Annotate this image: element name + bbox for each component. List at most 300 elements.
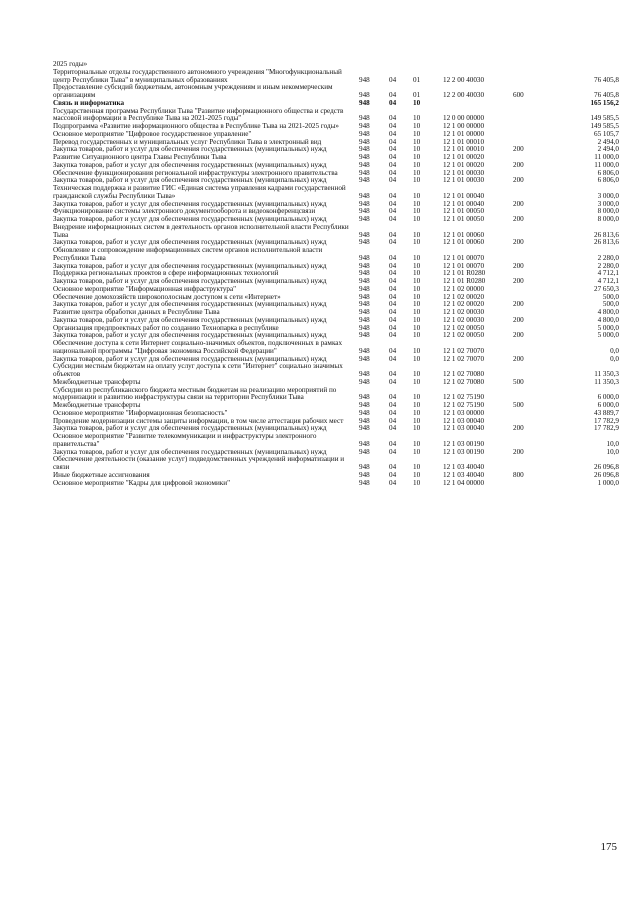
amount: 1 000,0 xyxy=(597,478,619,487)
expense-type-code: 200 xyxy=(513,145,524,154)
expense-type-code xyxy=(513,224,545,240)
subsection-code: 10 xyxy=(413,447,421,456)
target-article-code: 12 1 02 70070 xyxy=(443,346,485,355)
ministry-code: 948 xyxy=(359,416,370,425)
subsection-code: 10 xyxy=(413,176,421,185)
section-code: 04 xyxy=(389,377,397,386)
table-row xyxy=(53,387,621,403)
subsection-code: 10 xyxy=(413,393,421,402)
subsection-code: 10 xyxy=(413,284,421,293)
line-item-name: Обеспечение доступа к сети Интернет социально-значимых объектов, подключенных в рамках национальной программы "Цифровая экономика Российской Федерации" xyxy=(53,339,343,355)
ministry-code: 948 xyxy=(359,292,370,301)
subsection-code: 10 xyxy=(413,408,421,417)
subsection-code: 10 xyxy=(413,470,421,479)
section-code: 04 xyxy=(389,230,397,239)
subsection-code: 10 xyxy=(413,207,421,216)
expense-type-code xyxy=(513,108,545,124)
amount: 4 712,1 xyxy=(597,269,619,278)
table-row xyxy=(53,247,621,263)
expense-type-code xyxy=(513,185,545,201)
ministry-code: 948 xyxy=(359,114,370,123)
line-item-name: Закупка товаров, работ и услуг для обеспечения государственных (муниципальных) нужд xyxy=(53,199,327,208)
ministry-code: 948 xyxy=(359,168,370,177)
subsection-code: 10 xyxy=(413,137,421,146)
expense-type-code xyxy=(513,387,545,403)
line-item-name: Основное мероприятие "Информационная инфраструктура" xyxy=(53,284,237,293)
amount: 6 806,0 xyxy=(597,168,619,177)
ministry-code: 948 xyxy=(359,269,370,278)
target-article-code: 12 2 00 40030 xyxy=(443,75,485,84)
amount: 6 000,0 xyxy=(597,401,619,409)
amount: 76 405,8 xyxy=(594,91,619,99)
table-row xyxy=(53,185,621,201)
subsection-code: 10 xyxy=(413,323,421,332)
ministry-code: 948 xyxy=(359,401,370,409)
ministry-code: 948 xyxy=(359,230,370,239)
section-code: 04 xyxy=(389,393,397,402)
amount: 10,0 xyxy=(606,439,619,448)
ministry-code: 948 xyxy=(359,370,370,378)
line-item-name: Основное мероприятие "Кадры для цифровой экономики" xyxy=(53,478,231,487)
line-item-name: Поддержка региональных проектов в сфере информационных технологий xyxy=(53,269,279,278)
amount: 17 782,9 xyxy=(594,416,619,425)
line-item-name: Функционирование системы электронного документооборота и видеоконференцсвязи xyxy=(53,207,316,216)
table-row xyxy=(53,340,621,356)
expense-type-code: 200 xyxy=(513,447,524,456)
section-code: 04 xyxy=(389,323,397,332)
section-code: 04 xyxy=(389,416,397,425)
ministry-code: 948 xyxy=(359,377,370,386)
expense-type-code xyxy=(513,456,545,472)
target-article-code: 12 1 01 00040 xyxy=(443,191,485,200)
expense-type-code xyxy=(513,340,545,356)
expense-type-code xyxy=(513,69,545,85)
expense-type-code xyxy=(513,286,545,294)
section-code: 04 xyxy=(389,478,397,487)
section-code: 04 xyxy=(389,137,397,146)
subsection-code: 10 xyxy=(413,269,421,278)
amount xyxy=(545,61,621,69)
ministry-code: 948 xyxy=(359,323,370,332)
target-article-code: 12 1 02 70080 xyxy=(443,377,485,386)
target-article-code: 12 1 01 00050 xyxy=(443,215,485,223)
subsection-code: 10 xyxy=(413,98,421,107)
amount: 11 000,0 xyxy=(594,153,619,161)
amount: 17 782,9 xyxy=(594,424,619,433)
budget-table xyxy=(53,61,621,487)
ministry-code: 948 xyxy=(359,137,370,146)
expense-type-code: 600 xyxy=(513,91,524,99)
section-code: 04 xyxy=(389,191,397,200)
table-row xyxy=(53,433,621,449)
ministry-code: 948 xyxy=(359,261,370,270)
line-item-name: Обеспечение домохозяйств широкополосным доступом к сети «Интернет» xyxy=(53,292,281,301)
amount: 26 096,8 xyxy=(594,463,619,471)
ministry-code: 948 xyxy=(359,191,370,200)
line-item-name: Закупка товаров, работ и услуг для обеспечения государственных (муниципальных) нужд xyxy=(53,160,327,169)
table-row xyxy=(53,224,621,240)
line-item-name: Связь и информатика xyxy=(53,98,125,107)
subsection-code: 01 xyxy=(413,91,421,99)
expense-type-code xyxy=(513,123,545,131)
ministry-code: 948 xyxy=(359,300,370,309)
section-code: 04 xyxy=(389,160,397,169)
subsection-code: 10 xyxy=(413,199,421,208)
line-item-name: Перевод государственных и муниципальных услуг Республики Тыва в электронный вид xyxy=(53,137,322,146)
target-article-code: 12 1 02 70070 xyxy=(443,354,485,363)
expense-type-code: 200 xyxy=(513,300,524,309)
ministry-code: 948 xyxy=(359,253,370,262)
ministry-code: 948 xyxy=(359,75,370,84)
ministry-code: 948 xyxy=(359,424,370,433)
amount: 5 000,0 xyxy=(597,331,619,340)
target-article-code: 12 1 04 00000 xyxy=(443,478,485,487)
line-item-name: Закупка товаров, работ и услуг для обеспечения государственных (муниципальных) нужд xyxy=(53,145,327,154)
line-item-name: Организация предпроектных работ по созданию Технопарка в республике xyxy=(53,323,279,332)
expense-type-code: 200 xyxy=(513,199,524,208)
line-item-name: Закупка товаров, работ и услуг для обеспечения государственных (муниципальных) нужд xyxy=(53,277,327,285)
expense-type-code: 800 xyxy=(513,470,524,479)
amount: 43 889,7 xyxy=(594,408,619,417)
table-row xyxy=(53,363,621,379)
line-item-name: Развитие Ситуационного центра Главы Республики Тыва xyxy=(53,153,227,161)
target-article-code: 12 1 03 00190 xyxy=(443,439,485,448)
section-code: 04 xyxy=(389,207,397,216)
target-article-code: 12 1 03 00040 xyxy=(443,416,485,425)
subsection-code: 10 xyxy=(413,346,421,355)
expense-type-code: 200 xyxy=(513,315,524,324)
subsection-code: 10 xyxy=(413,308,421,316)
subsection-code: 10 xyxy=(413,261,421,270)
line-item-name: Закупка товаров, работ и услуг для обеспечения государственных (муниципальных) нужд xyxy=(53,354,327,363)
budget-table-body xyxy=(53,61,621,487)
amount: 500,0 xyxy=(602,300,619,309)
ministry-code: 948 xyxy=(359,207,370,216)
amount: 26 096,8 xyxy=(594,470,619,479)
target-article-code: 12 1 01 00040 xyxy=(443,199,485,208)
ministry-code: 948 xyxy=(359,308,370,316)
target-article-code: 12 1 01 R0280 xyxy=(443,277,486,285)
section-code: 04 xyxy=(389,300,397,309)
ministry-code: 948 xyxy=(359,408,370,417)
section-code: 04 xyxy=(389,238,397,247)
target-article-code: 12 1 03 00000 xyxy=(443,408,485,417)
expense-type-code: 200 xyxy=(513,354,524,363)
subsection-code: 10 xyxy=(413,277,421,285)
amount: 0,0 xyxy=(610,346,619,355)
amount: 8 000,0 xyxy=(597,207,619,216)
section-code: 04 xyxy=(389,370,397,378)
line-item-name: Закупка товаров, работ и услуг для обеспечения государственных (муниципальных) нужд xyxy=(53,261,327,270)
amount: 11 350,3 xyxy=(594,377,619,386)
amount: 6 806,0 xyxy=(597,176,619,185)
table-row xyxy=(53,456,621,472)
subsection-code: 10 xyxy=(413,114,421,123)
ministry-code: 948 xyxy=(359,470,370,479)
line-item-name: Основное мероприятие "Информационная безопасность" xyxy=(53,408,228,417)
subsection-code: 10 xyxy=(413,215,421,223)
expense-type-code xyxy=(513,61,545,69)
amount: 4 712,1 xyxy=(597,277,619,285)
ministry-code: 948 xyxy=(359,315,370,324)
line-item-name: Закупка товаров, работ и услуг для обеспечения государственных (муниципальных) нужд xyxy=(53,238,327,247)
target-article-code: 12 1 01 00070 xyxy=(443,253,485,262)
subsection-code: 10 xyxy=(413,145,421,154)
target-article-code: 12 1 01 00050 xyxy=(443,207,485,216)
expense-type-code xyxy=(513,433,545,449)
line-item-name: Подпрограмма «Развитие информационного общества в Республике Тыва на 2021-2025 годы» xyxy=(53,122,339,130)
target-article-code: 12 1 01 R0280 xyxy=(443,269,486,278)
subsection-code: 10 xyxy=(413,191,421,200)
target-article-code: 12 1 02 75190 xyxy=(443,401,485,409)
amount: 2 280,0 xyxy=(597,261,619,270)
subsection-code: 10 xyxy=(413,463,421,471)
line-item-name: Предоставление субсидий бюджетным, автономным учреждениям и иным некоммерческим организациям xyxy=(53,83,333,99)
subsection-code: 10 xyxy=(413,331,421,340)
subsection-code: 10 xyxy=(413,439,421,448)
expense-type-code xyxy=(513,100,545,108)
amount: 11 000,0 xyxy=(594,160,619,169)
section-code: 04 xyxy=(389,91,397,99)
expense-type-code: 200 xyxy=(513,238,524,247)
section-code: 04 xyxy=(389,98,397,107)
section-code: 04 xyxy=(389,129,397,138)
amount: 5 000,0 xyxy=(597,323,619,332)
amount: 11 350,3 xyxy=(594,370,619,378)
target-article-code: 12 0 00 00000 xyxy=(443,114,485,123)
section-code: 04 xyxy=(389,261,397,270)
subsection-code: 10 xyxy=(413,370,421,378)
ministry-code: 948 xyxy=(359,393,370,402)
subsection-code: 10 xyxy=(413,478,421,487)
expense-type-code: 200 xyxy=(513,331,524,340)
section-code: 04 xyxy=(389,114,397,123)
ministry-code: 948 xyxy=(359,478,370,487)
line-item-name: Закупка товаров, работ и услуг для обеспечения государственных (муниципальных) нужд xyxy=(53,315,327,324)
section-code: 04 xyxy=(389,269,397,278)
ministry-code: 948 xyxy=(359,463,370,471)
section-code: 04 xyxy=(389,470,397,479)
target-article-code: 12 1 02 00020 xyxy=(443,300,485,309)
target-article-code: 12 1 01 00060 xyxy=(443,230,485,239)
section-code: 04 xyxy=(389,215,397,223)
section-code: 04 xyxy=(389,331,397,340)
section-code xyxy=(389,61,413,69)
line-item-name: Закупка товаров, работ и услуг для обеспечения государственных (муниципальных) нужд xyxy=(53,176,327,185)
subsection-code: 10 xyxy=(413,292,421,301)
ministry-code xyxy=(359,61,389,69)
amount: 8 000,0 xyxy=(597,215,619,223)
ministry-code: 948 xyxy=(359,331,370,340)
line-item-name: Закупка товаров, работ и услуг для обеспечения государственных (муниципальных) нужд xyxy=(53,447,327,456)
section-code: 04 xyxy=(389,447,397,456)
subsection-code: 10 xyxy=(413,129,421,138)
target-article-code: 12 1 02 00050 xyxy=(443,331,485,340)
subsection-code: 10 xyxy=(413,424,421,433)
amount: 149 585,5 xyxy=(590,122,619,130)
target-article-code: 12 1 03 40040 xyxy=(443,470,485,479)
target-article-code: 12 1 01 00000 xyxy=(443,129,485,138)
target-article-code: 12 1 01 00010 xyxy=(443,137,485,146)
table-row xyxy=(53,480,621,488)
ministry-code: 948 xyxy=(359,215,370,223)
ministry-code: 948 xyxy=(359,98,370,107)
ministry-code: 948 xyxy=(359,176,370,185)
expense-type-code: 200 xyxy=(513,277,524,285)
ministry-code: 948 xyxy=(359,129,370,138)
amount: 0,0 xyxy=(610,354,619,363)
ministry-code: 948 xyxy=(359,447,370,456)
section-code: 04 xyxy=(389,308,397,316)
subsection-code: 10 xyxy=(413,315,421,324)
subsection-code: 10 xyxy=(413,401,421,409)
expense-type-code: 200 xyxy=(513,160,524,169)
target-article-code: 12 1 00 00000 xyxy=(443,122,485,130)
line-item-name: Территориальные отделы государственного автономного учреждения "Многофункциональный центр Республики Тыва" в муниципальных образованиях xyxy=(53,67,342,84)
table-row xyxy=(53,84,621,100)
section-code: 04 xyxy=(389,277,397,285)
line-item-name: Основное мероприятие "Развитие телекоммуникации и инфраструктуры электронного правительства" xyxy=(53,432,317,448)
amount: 27 650,3 xyxy=(594,284,619,293)
amount: 10,0 xyxy=(606,447,619,456)
expense-type-code xyxy=(513,247,545,263)
section-code: 04 xyxy=(389,408,397,417)
target-article-code: 12 1 01 00020 xyxy=(443,153,485,161)
subsection-code xyxy=(413,61,443,69)
line-item-name: Закупка товаров, работ и услуг для обеспечения государственных (муниципальных) нужд xyxy=(53,424,327,433)
line-item-name: Межбюджетные трансферты xyxy=(53,377,141,386)
expense-type-code xyxy=(513,363,545,379)
section-code: 04 xyxy=(389,354,397,363)
expense-type-code: 200 xyxy=(513,261,524,270)
expense-type-code: 200 xyxy=(513,215,524,223)
section-code: 04 xyxy=(389,463,397,471)
line-item-name: Техническая поддержка и развитие ГИС «Единая система управления кадрами государственной гражданской службы Республики Тыва» xyxy=(53,184,346,200)
target-article-code: 12 1 03 40040 xyxy=(443,463,485,471)
expense-type-code xyxy=(513,131,545,139)
amount: 3 000,0 xyxy=(597,191,619,200)
section-code: 04 xyxy=(389,439,397,448)
expense-type-code: 500 xyxy=(513,401,524,409)
expense-type-code xyxy=(513,480,545,488)
line-item-name: Межбюджетные трансферты xyxy=(53,401,141,409)
target-article-code: 12 1 03 00040 xyxy=(443,424,485,433)
subsection-code: 10 xyxy=(413,238,421,247)
subsection-code: 10 xyxy=(413,168,421,177)
target-article-code: 12 1 01 00020 xyxy=(443,160,485,169)
line-item-name: Субсидии из республиканского бюджета местным бюджетам на реализацию мероприятий по модернизации и развитию инфраструктуры связи на территории Республики Тыва xyxy=(53,385,337,402)
line-item-name: Основное мероприятие "Цифровое государственное управление" xyxy=(53,129,252,138)
amount: 4 800,0 xyxy=(597,308,619,316)
target-article-code: 12 1 02 00030 xyxy=(443,315,485,324)
section-code: 04 xyxy=(389,145,397,154)
ministry-code: 948 xyxy=(359,346,370,355)
amount: 26 813,6 xyxy=(594,230,619,239)
line-item-name: Субсидии местным бюджетам на оплату услуг доступа к сети "Интернет" социально значимых объектов xyxy=(53,362,343,378)
line-item-name: 2025 годы» xyxy=(53,60,88,68)
ministry-code: 948 xyxy=(359,199,370,208)
subsection-code: 10 xyxy=(413,354,421,363)
section-code: 04 xyxy=(389,401,397,409)
page-number: 175 xyxy=(600,841,617,853)
subsection-code: 10 xyxy=(413,416,421,425)
ministry-code: 948 xyxy=(359,354,370,363)
line-item-name: Обновление и сопровождение информационных систем органов исполнительной власти Республики Тыва xyxy=(53,246,323,262)
section-code: 04 xyxy=(389,424,397,433)
target-article-code: 12 1 01 00010 xyxy=(443,145,485,154)
section-code: 04 xyxy=(389,199,397,208)
subsection-code: 10 xyxy=(413,230,421,239)
target-article-code: 12 1 01 00060 xyxy=(443,238,485,247)
table-row xyxy=(53,69,621,85)
amount: 65 105,7 xyxy=(594,129,619,138)
amount: 165 156,2 xyxy=(590,98,619,107)
amount: 500,0 xyxy=(602,292,619,301)
line-item-name: Иные бюджетные ассигнования xyxy=(53,470,150,479)
line-item-name: Закупка товаров, работ и услуг для обеспечения государственных (муниципальных) нужд xyxy=(53,331,327,340)
ministry-code: 948 xyxy=(359,284,370,293)
section-code: 04 xyxy=(389,346,397,355)
subsection-code: 10 xyxy=(413,253,421,262)
section-code: 04 xyxy=(389,153,397,161)
subsection-code: 10 xyxy=(413,122,421,130)
amount: 2 280,0 xyxy=(597,253,619,262)
line-item-name: Проведение модернизации системы защиты информации, в том числе аттестация рабочих мест xyxy=(53,416,344,425)
target-article-code: 12 1 01 00030 xyxy=(443,176,485,185)
subsection-code: 10 xyxy=(413,153,421,161)
expense-type-code: 500 xyxy=(513,377,524,386)
expense-type-code: 200 xyxy=(513,424,524,433)
amount: 26 813,6 xyxy=(594,238,619,247)
amount: 149 585,5 xyxy=(590,114,619,123)
ministry-code: 948 xyxy=(359,277,370,285)
ministry-code: 948 xyxy=(359,439,370,448)
target-article-code: 12 1 03 00190 xyxy=(443,447,485,456)
line-item-name: Закупка товаров, работ и услуг для обеспечения государственных (муниципальных) нужд xyxy=(53,300,327,309)
line-item-name: Обеспечение деятельности (оказание услуг) подведомственных учреждений информатизации и связи xyxy=(53,455,345,471)
target-article-code: 12 1 01 00030 xyxy=(443,168,485,177)
line-item-name: Закупка товаров, работ и услуг для обеспечения государственных (муниципальных) нужд xyxy=(53,215,327,223)
subsection-code: 01 xyxy=(413,75,421,84)
section-code: 04 xyxy=(389,122,397,130)
target-article-code: 12 1 02 00050 xyxy=(443,323,485,332)
table-row xyxy=(53,108,621,124)
section-code: 04 xyxy=(389,253,397,262)
section-code: 04 xyxy=(389,75,397,84)
ministry-code: 948 xyxy=(359,122,370,130)
amount: 6 000,0 xyxy=(597,393,619,402)
section-code: 04 xyxy=(389,284,397,293)
target-article-code: 12 1 02 00030 xyxy=(443,308,485,316)
line-item-name: Обеспечение функционирования региональной инфраструктуры электронного правительства xyxy=(53,168,338,177)
amount: 4 800,0 xyxy=(597,315,619,324)
target-article-code xyxy=(443,61,513,69)
ministry-code: 948 xyxy=(359,91,370,99)
target-article-code xyxy=(443,100,513,108)
ministry-code: 948 xyxy=(359,145,370,154)
expense-type-code: 200 xyxy=(513,176,524,185)
section-code: 04 xyxy=(389,176,397,185)
amount: 76 405,8 xyxy=(594,75,619,84)
amount: 2 494,0 xyxy=(597,137,619,146)
line-item-name: Государственная программа Республики Тыва "Развитие информационного общества и средств массовой информации в Республике Тыва на 2021-2025 годы" xyxy=(53,106,344,123)
line-item-name: Внедрение информационных систем в деятельность органов исполнительной власти Республики Тыва xyxy=(53,222,349,239)
section-code: 04 xyxy=(389,292,397,301)
line-item-name: Развитие центра обработки данных в Республике Тыва xyxy=(53,308,220,316)
subsection-code: 10 xyxy=(413,377,421,386)
amount: 3 000,0 xyxy=(597,199,619,208)
subsection-code: 10 xyxy=(413,160,421,169)
